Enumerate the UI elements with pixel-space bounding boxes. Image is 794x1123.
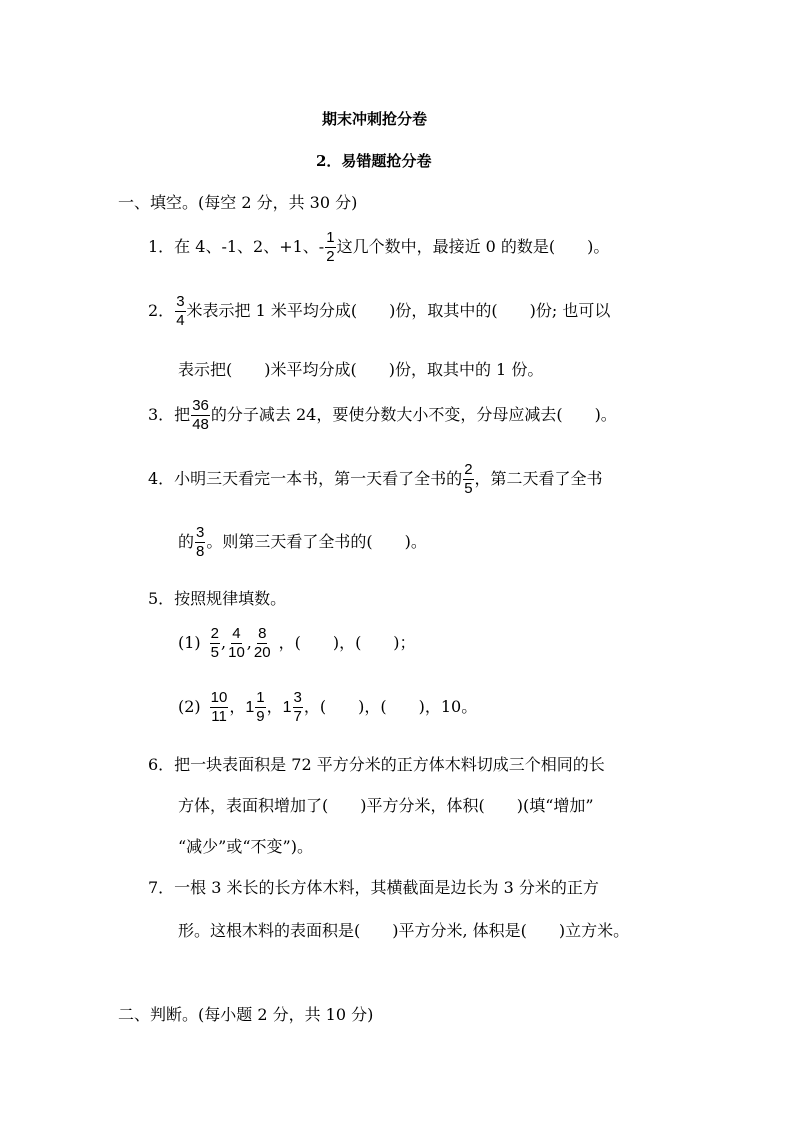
- q1-fraction: [325, 230, 335, 265]
- q5-p1-f1-num: 2: [210, 625, 220, 642]
- q5-p2-m1-fraction: [255, 690, 265, 725]
- q4-fraction-1: [463, 462, 473, 497]
- question-1: [148, 230, 609, 265]
- q4-text-c: 的: [178, 532, 195, 551]
- q5-p1-label: (1): [178, 633, 201, 652]
- question-4: [148, 462, 603, 497]
- q5-p1-f3-num: 8: [258, 625, 267, 642]
- q5-p1-sep-1: ,: [221, 633, 227, 652]
- q5-p1-fraction-1: [210, 626, 220, 661]
- q3-text-a: 3．把: [148, 405, 191, 424]
- q5-p1-fraction-3: [253, 626, 272, 661]
- q4-frac2-den: 8: [196, 543, 205, 560]
- q2-frac-den: 4: [176, 312, 185, 329]
- question-4-line-2: [178, 525, 427, 560]
- q5-p2-m2-whole: 1: [282, 698, 292, 716]
- q1-text-a: 1．在 4、-1、2、+1、-: [148, 237, 325, 256]
- question-5-part-2: [178, 690, 477, 725]
- question-3: [148, 398, 617, 433]
- q5-p2-sep-1: ，: [229, 697, 246, 716]
- q3-fraction: [191, 398, 210, 433]
- q5-p2-mixed-1: [245, 690, 266, 725]
- q4-text-a: 4．小明三天看完一本书，第一天看了全书的: [148, 469, 463, 488]
- q5-p2-m2-den: 7: [293, 708, 302, 725]
- question-7-line-2: 形。这根木料的表面积是( )平方分米, 体积是( )立方米。: [178, 921, 630, 940]
- q1-text-b: 这几个数中，最接近 0 的数是( )。: [336, 237, 610, 256]
- question-6-line-3: “减少”或“不变”)。: [178, 837, 313, 856]
- q5-p1-fraction-2: [227, 626, 246, 661]
- q5-p2-tail: ，( )，( )，10。: [303, 697, 478, 716]
- q5-p1-f1-den: 5: [210, 644, 220, 661]
- q5-p2-mixed-2: [283, 690, 304, 725]
- q4-fraction-2: [195, 525, 205, 560]
- question-5-part-1: [178, 626, 416, 661]
- q5-p1-f3-den: 20: [253, 644, 271, 661]
- question-6-line-1: 6．把一块表面积是 72 平方分米的正方体木料切成三个相同的长: [148, 755, 605, 774]
- question-2: [148, 294, 610, 329]
- page-subtitle: 2．易错题抢分卷: [316, 152, 432, 170]
- q2-frac-num: 3: [176, 293, 185, 310]
- q4-text-d: 。则第三天看了全书的( )。: [206, 532, 427, 551]
- q5-p2-sep-2: ，: [266, 697, 283, 716]
- question-7-line-1: 7．一根 3 米长的长方体木料，其横截面是边长为 3 分米的正方: [148, 878, 599, 897]
- q5-p2-m2-num: 3: [293, 689, 302, 706]
- q5-p1-f2-num: 4: [232, 625, 241, 642]
- q5-p2-f1-num: 10: [210, 689, 228, 706]
- q3-text-b: 的分子减去 24，要使分数大小不变，分母应减去( )。: [210, 405, 617, 424]
- question-6-line-2: 方体，表面积增加了( )平方分米，体积( )(填“增加”: [178, 796, 594, 815]
- q4-frac1-num: 2: [464, 461, 473, 478]
- q2-text-b: 米表示把 1 米平均分成( )份，取其中的( )份; 也可以: [186, 301, 611, 320]
- q5-p2-f1-den: 11: [211, 708, 227, 725]
- q2-fraction: [175, 294, 185, 329]
- q4-text-b: ，第二天看了全书: [474, 469, 603, 488]
- q5-p2-fraction-1: [210, 690, 229, 725]
- q3-frac-den: 48: [192, 416, 209, 433]
- q5-p1-sep-2: ,: [246, 633, 252, 652]
- q4-frac1-den: 5: [464, 480, 473, 497]
- q4-frac2-num: 3: [196, 524, 205, 541]
- section-1-heading: 一、填空。(每空 2 分，共 30 分): [118, 193, 358, 212]
- q5-p2-m2-fraction: [293, 690, 303, 725]
- q2-number: 2．: [148, 301, 175, 320]
- q5-p2-m1-whole: 1: [245, 698, 255, 716]
- q3-frac-num: 36: [192, 397, 209, 414]
- q1-frac-den: 2: [326, 248, 335, 265]
- q1-frac-num: 1: [326, 229, 335, 246]
- question-5-title: 5．按照规律填数。: [148, 589, 287, 608]
- question-2-line-2: 表示把( )米平均分成( )份，取其中的 1 份。: [178, 360, 544, 379]
- q5-p2-label: (2): [178, 697, 201, 716]
- q5-p1-tail: ，( )，( )；: [278, 633, 416, 652]
- q5-p1-f2-den: 10: [228, 644, 245, 661]
- page-title: 期末冲刺抢分卷: [322, 110, 428, 128]
- section-2-heading: 二、判断。(每小题 2 分，共 10 分): [118, 1005, 374, 1024]
- q5-p2-m1-num: 1: [256, 689, 265, 706]
- q5-p2-m1-den: 9: [256, 708, 265, 725]
